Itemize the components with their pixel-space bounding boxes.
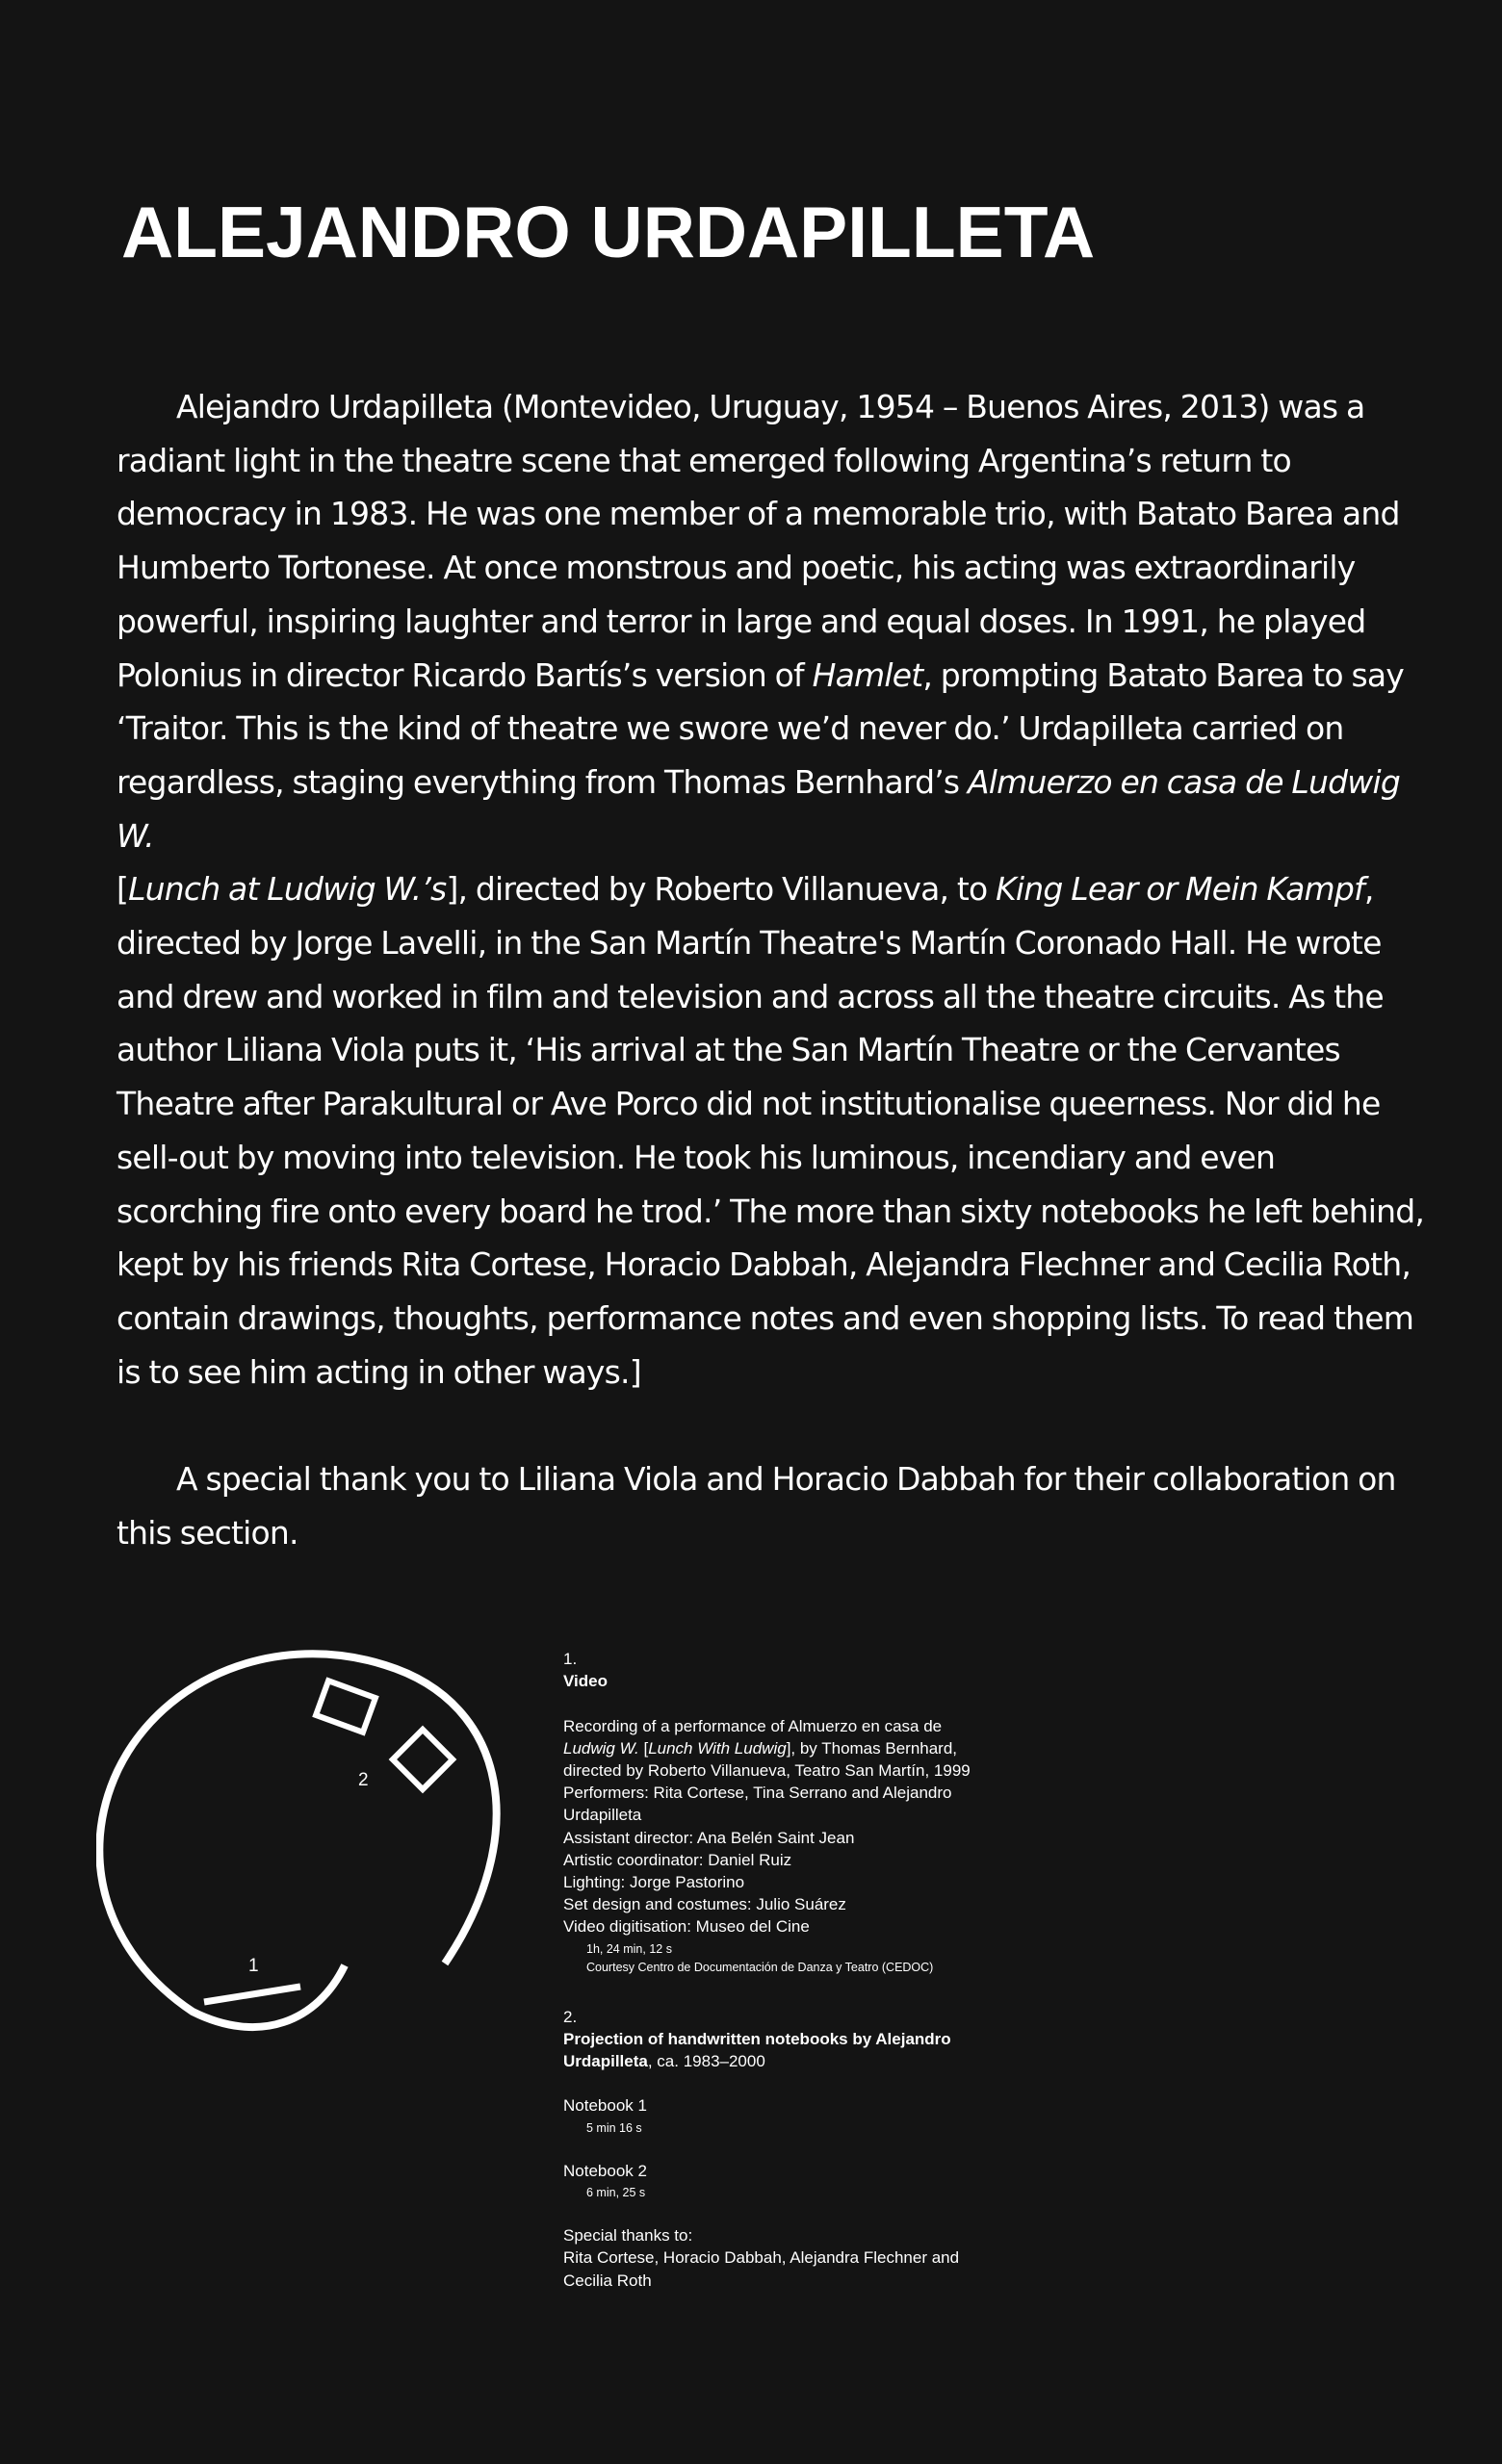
text-run: ], by Thomas Bernhard, directed by Roberto Villanueva, Teatro San Martín, 1999 bbox=[563, 1738, 971, 1780]
item-2 bbox=[563, 2006, 987, 2292]
text-run: [ bbox=[638, 1738, 649, 1758]
item-number: 2. bbox=[563, 2007, 578, 2026]
italic-title: Lunch at Ludwig W.’s bbox=[128, 870, 447, 909]
notebook-label: Notebook 2 bbox=[563, 2161, 647, 2180]
intro-paragraph bbox=[117, 380, 1426, 1399]
text-run: , directed by Jorge Lavelli, in the San Martín Theatre's Martín Coronado Hall. He wrote and drew and worked in film and television and across all the theatre circuits. As the author Liliana Viola puts it, ‘His arrival at the San Martín Theatre or the Cervantes Theatre after Parakultural or Ave Porco did not institutionalise queerness. Nor did he sell-out by moving into television. He took his luminous, incendiary and even scorching fire onto every board he trod.’ The more than sixty notebooks he left behind, kept by his friends Rita Cortese, Horacio Dabbah, Alejandra Flechner and Cecilia Roth, contain drawings, thoughts, performance notes and even shopping lists. To read them is to see him acting in other ways.] bbox=[117, 870, 1425, 1391]
text-run: Recording of a performance of Almuerzo en casa de bbox=[563, 1716, 943, 1735]
duration: 6 min, 25 s bbox=[586, 2186, 646, 2200]
screen-2a bbox=[316, 1681, 376, 1732]
thanks-names: Rita Cortese, Horacio Dabbah, Alejandra Flechner and Cecilia Roth bbox=[563, 2248, 960, 2290]
italic-title: Ludwig W. bbox=[563, 1738, 639, 1758]
floor-plan bbox=[96, 1636, 520, 2040]
page-title: ALEJANDRO URDAPILLETA bbox=[121, 192, 1096, 272]
text-run: [ bbox=[117, 870, 129, 909]
captions bbox=[563, 1648, 987, 2292]
item-date: , ca. 1983–2000 bbox=[647, 2052, 765, 2071]
courtesy: Courtesy Centro de Documentación de Danza y Teatro (CEDOC) bbox=[586, 1960, 934, 1974]
thanks-label: Special thanks to: bbox=[563, 2226, 693, 2246]
text-run: Alejandro Urdapilleta (Montevideo, Uruguay, 1954 – Buenos Aires, 2013) was a radiant light in the theatre scene that emerged following Argentina’s return to democracy in 1983. He was one member of a memorable trio, with Batato Barea and Humberto Tortonese. At once monstrous and poetic, his acting was extraordinarily powerful, inspiring laughter and terror in large and equal doses. In 1991, he played Polonius in director Ricardo Bartís’s version of bbox=[117, 388, 1400, 694]
notebook-label: Notebook 1 bbox=[563, 2096, 647, 2116]
item-description bbox=[563, 1715, 987, 1783]
italic-title: Almuerzo en casa de Ludwig W. bbox=[117, 762, 1400, 855]
italic-title: King Lear or Mein Kampf bbox=[996, 870, 1364, 909]
credit-line: Video digitisation: Museo del Cine bbox=[563, 1917, 810, 1937]
item-1 bbox=[563, 1648, 987, 1977]
main-text bbox=[117, 380, 1426, 1613]
text-run: , prompting Batato Barea to say ‘Traitor. This is the kind of theatre we swore we’d never do.’ Urdapilleta carried on regardless, staging everything from Thomas Bernhard’s bbox=[117, 655, 1404, 801]
italic-title: Hamlet bbox=[812, 655, 923, 694]
plan-label-2: 2 bbox=[358, 1770, 369, 1790]
text-run: ], directed by Roberto Villanueva, to bbox=[446, 870, 997, 909]
credit-line: Set design and costumes: Julio Suárez bbox=[563, 1895, 846, 1914]
room-outline bbox=[99, 1654, 496, 2027]
thanks-paragraph: A special thank you to Liliana Viola and Horacio Dabbah for their collaboration on this section. bbox=[117, 1460, 1396, 1552]
item-number: 1. bbox=[563, 1650, 578, 1668]
plan-label-1: 1 bbox=[248, 1956, 259, 1976]
duration: 5 min 16 s bbox=[586, 2120, 642, 2135]
credit-line: Assistant director: Ana Belén Saint Jean bbox=[563, 1828, 855, 1847]
credit-line: Artistic coordinator: Daniel Ruiz bbox=[563, 1850, 792, 1869]
credit-line: Performers: Rita Cortese, Tina Serrano and Alejandro Urdapilleta bbox=[563, 1784, 952, 1825]
duration: 1h, 24 min, 12 s bbox=[586, 1941, 672, 1956]
item-heading: Video bbox=[563, 1672, 608, 1691]
item-heading: Projection of handwritten notebooks by Alejandro Urdapilleta bbox=[563, 2029, 951, 2071]
screen-1 bbox=[204, 1987, 300, 2002]
screen-2b bbox=[393, 1730, 453, 1789]
italic-title: Lunch With Ludwig bbox=[648, 1738, 787, 1758]
credit-line: Lighting: Jorge Pastorino bbox=[563, 1873, 745, 1892]
